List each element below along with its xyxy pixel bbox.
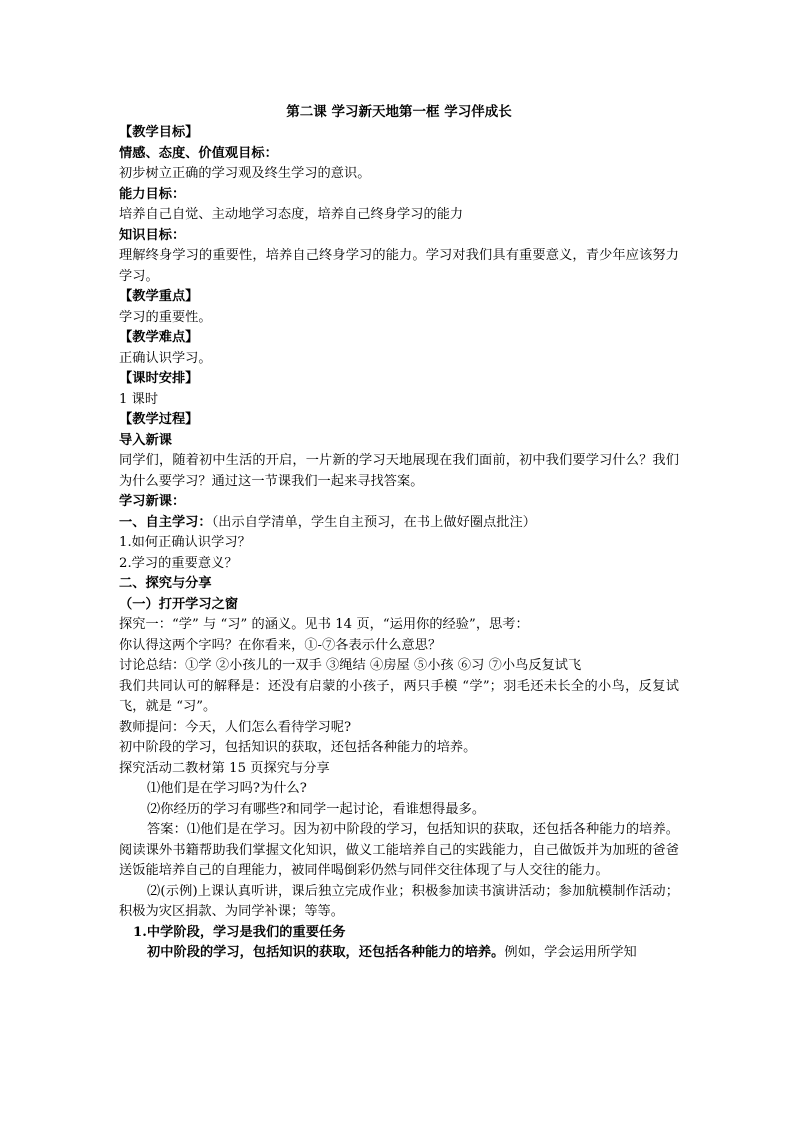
text-discussion-summary: 讨论总结：①学 ②小孩儿的一双手 ③绳结 ④房屋 ⑤小孩 ⑥习 ⑦小鸟反复试飞 (119, 658, 582, 673)
heading-explore: 二、探究与分享 (119, 576, 212, 591)
text-difficult-point: 正确认识学习。 (119, 350, 212, 366)
heading-important-task: 1.中学阶段，学习是我们的重要任务 (133, 924, 346, 940)
question-2: 2.学习的重要意义？ (119, 555, 238, 571)
heading-ability-goal: 能力目标： (119, 186, 186, 202)
text-middle-school-learning: 初中阶段的学习，包括知识的获取，还包括各种能力的培养。 (119, 740, 477, 755)
text-schedule: 1 课时 (119, 391, 159, 407)
question-1: 1.如何正确认识学习？ (119, 535, 251, 550)
heading-intro: 导入新课 (119, 432, 172, 448)
heading-key-point: 【教学重点】 (119, 289, 199, 304)
text-important-task (119, 943, 679, 964)
text-knowledge-goal: 理解终身学习的重要性，培养自己终身学习的能力。学习对我们具有重要意义，青少年应该努力学习。 (119, 248, 679, 284)
text-answer-1: 答案：⑴他们是在学习。因为初中阶段的学习，包括知识的获取，还包括各种能力的培养。阅读课外书籍帮助我们掌握文化知识，做义工能培养自己的实践能力，自己做饭并为加班的爸爸送饭能培养自己的自理能力，被同伴喝倒彩仍然与同伴交往体现了与人交往的能力。 (119, 822, 679, 878)
heading-schedule: 【课时安排】 (119, 371, 199, 386)
text-ability-goal: 培养自己自觉、主动地学习态度，培养自己终身学习的能力 (119, 207, 464, 222)
text-answer-2: ⑵(示例)上课认真听讲，课后独立完成作业；积极参加读书演讲活动；参加航模制作活动；积极为灾区捐款、为同学补课；等等。 (119, 883, 679, 919)
self-study-line (119, 513, 679, 534)
self-study-label: 一、自主学习： (119, 514, 212, 530)
heading-objectives: 【教学目标】 (119, 125, 199, 140)
text-important-task-rest: 例如，学会运用所学知 (504, 945, 637, 960)
text-explore-1: 探究一：“学” 与 “习” 的涵义。见书 14 页，“运用你的经验”，思考： (119, 617, 529, 632)
text-teacher-question: 教师提问：今天，人们怎么看待学习呢? (119, 719, 352, 735)
heading-knowledge-goal: 知识目标： (119, 227, 186, 243)
text-explore-2: 探究活动二教材第 15 页探究与分享 (119, 760, 330, 776)
heading-difficult-point: 【教学难点】 (119, 330, 199, 345)
text-emotion-goal: 初步树立正确的学习观及终生学习的意识。 (119, 166, 371, 181)
text-important-task-bold: 初中阶段的学习，包括知识的获取，还包括各种能力的培养。 (147, 945, 505, 960)
heading-process: 【教学过程】 (119, 412, 199, 427)
text-explore-2-question-1: ⑴他们是在学习吗?为什么? (147, 781, 307, 796)
heading-emotion-goal: 情感、态度、价值观目标： (119, 145, 278, 161)
text-explore-1-question: 你认得这两个字吗？在你看来，①-⑦各表示什么意思？ (119, 637, 442, 653)
heading-learning-window: （一）打开学习之窗 (119, 596, 239, 612)
text-key-point: 学习的重要性。 (119, 309, 212, 325)
text-intro: 同学们，随着初中生活的开启，一片新的学习天地展现在我们面前，初中我们要学习什么？我们为什么要学习？通过这一节课我们一起来寻找答案。 (119, 453, 679, 489)
text-explore-2-question-2: ⑵你经历的学习有哪些?和同学一起讨论，看谁想得最多。 (147, 801, 486, 817)
text-interpretation: 我们共同认可的解释是：还没有启蒙的小孩子，两只手模 “学”；羽毛还未长全的小鸟，反复试飞，就是 “习”。 (119, 678, 679, 714)
document-body (119, 101, 679, 964)
lesson-title: 第二课 学习新天地第一框 学习伴成长 (286, 104, 512, 120)
heading-new-lesson: 学习新课： (119, 494, 186, 509)
self-study-note: （出示自学清单，学生自主预习，在书上做好圈点批注） (211, 514, 537, 530)
